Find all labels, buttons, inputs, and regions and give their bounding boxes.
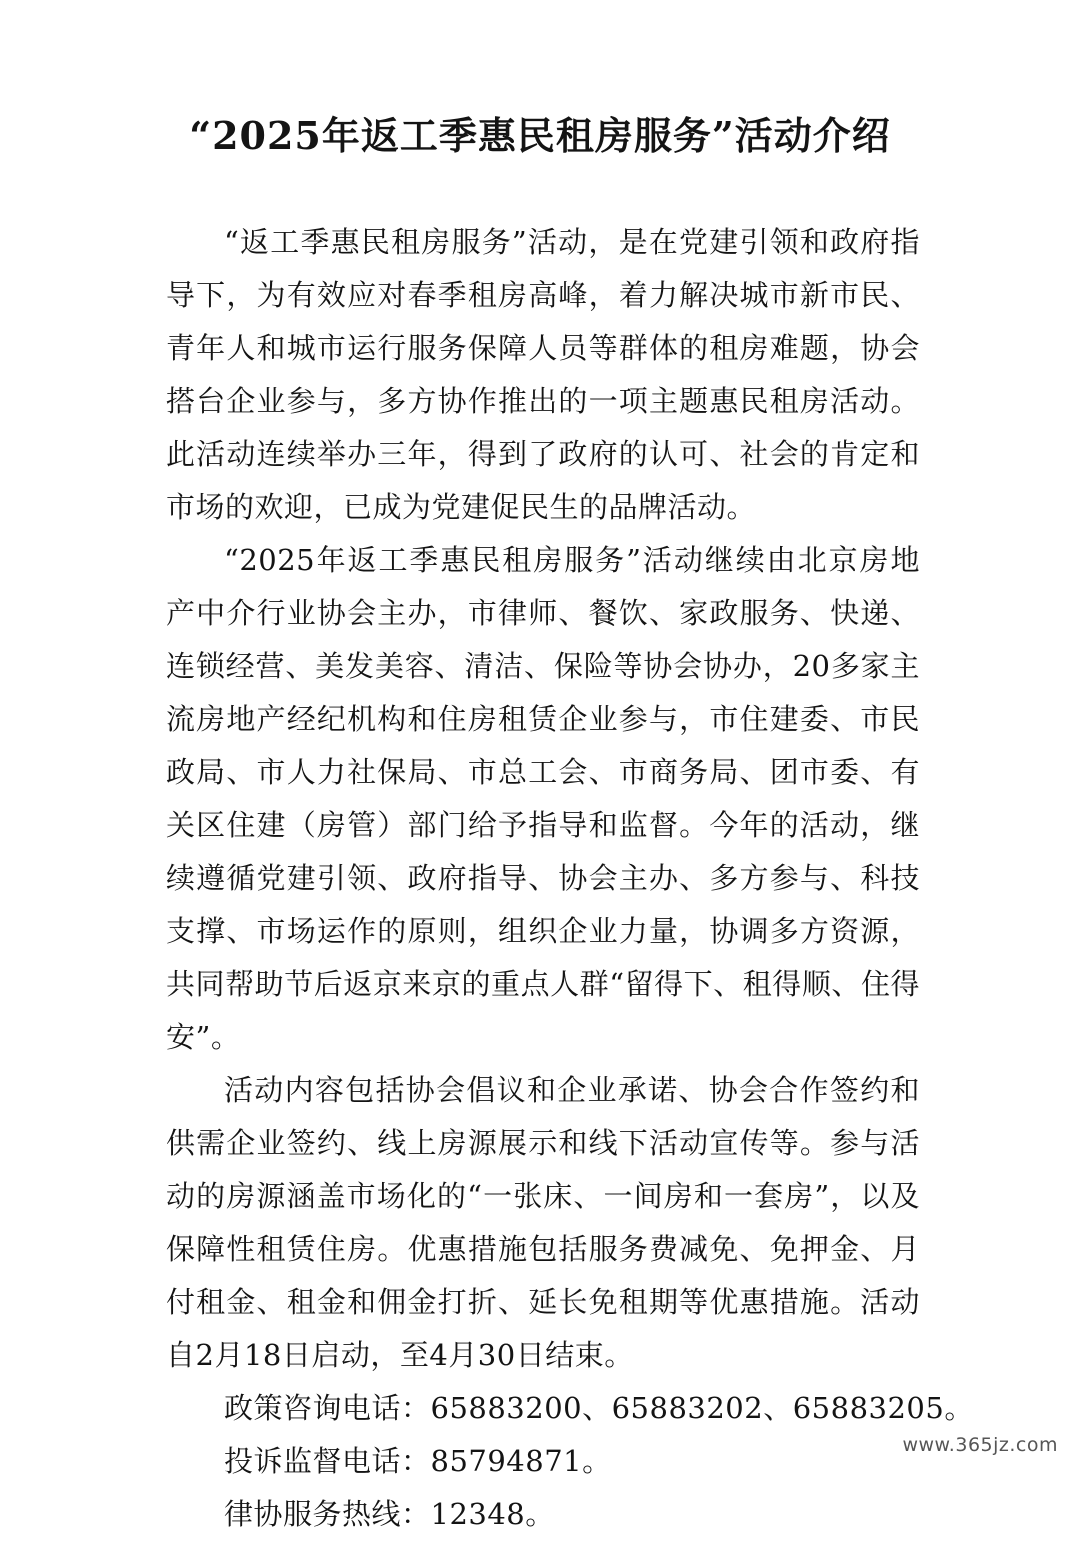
contact-complaint-hotline: 投诉监督电话：85794871。	[224, 1444, 612, 1478]
document-body	[166, 216, 974, 1541]
site-watermark: www.365jz.com	[902, 1434, 1058, 1456]
document-title: “2025年返工季惠民租房服务”活动介绍	[189, 113, 891, 158]
contact-legal-hotline: 律协服务热线：12348。	[224, 1497, 555, 1531]
paragraph-content: 活动内容包括协会倡议和企业承诺、协会合作签约和供需企业签约、线上房源展示和线下活动宣传等。参与活动的房源涵盖市场化的“一张床、一间房和一套房”，以及保障性租赁住房。优惠措施包括服务费减免、免押金、月付租金、租金和佣金打折、延长免租期等优惠措施。活动自2月18日启动，至4月30日结束。	[166, 1073, 920, 1372]
contact-policy-hotline: 政策咨询电话：65883200、65883202、65883205。	[224, 1391, 974, 1425]
paragraph-organizers: “2025年返工季惠民租房服务”活动继续由北京房地产中介行业协会主办，市律师、餐饮、家政服务、快递、连锁经营、美发美容、清洁、保险等协会协办，20多家主流房地产经纪机构和住房租赁企业参与，市住建委、市民政局、市人力社保局、市总工会、市商务局、团市委、有关区住建（房管）部门给予指导和监督。今年的活动，继续遵循党建引领、政府指导、协会主办、多方参与、科技支撑、市场运作的原则，组织企业力量，协调多方资源，共同帮助节后返京来京的重点人群“留得下、租得顺、住得安”。	[166, 543, 920, 1054]
paragraph-intro: “返工季惠民租房服务”活动，是在党建引领和政府指导下，为有效应对春季租房高峰，着力解决城市新市民、青年人和城市运行服务保障人员等群体的租房难题，协会搭台企业参与，多方协作推出的一项主题惠民租房活动。此活动连续举办三年，得到了政府的认可、社会的肯定和市场的欢迎，已成为党建促民生的品牌活动。	[166, 225, 920, 524]
